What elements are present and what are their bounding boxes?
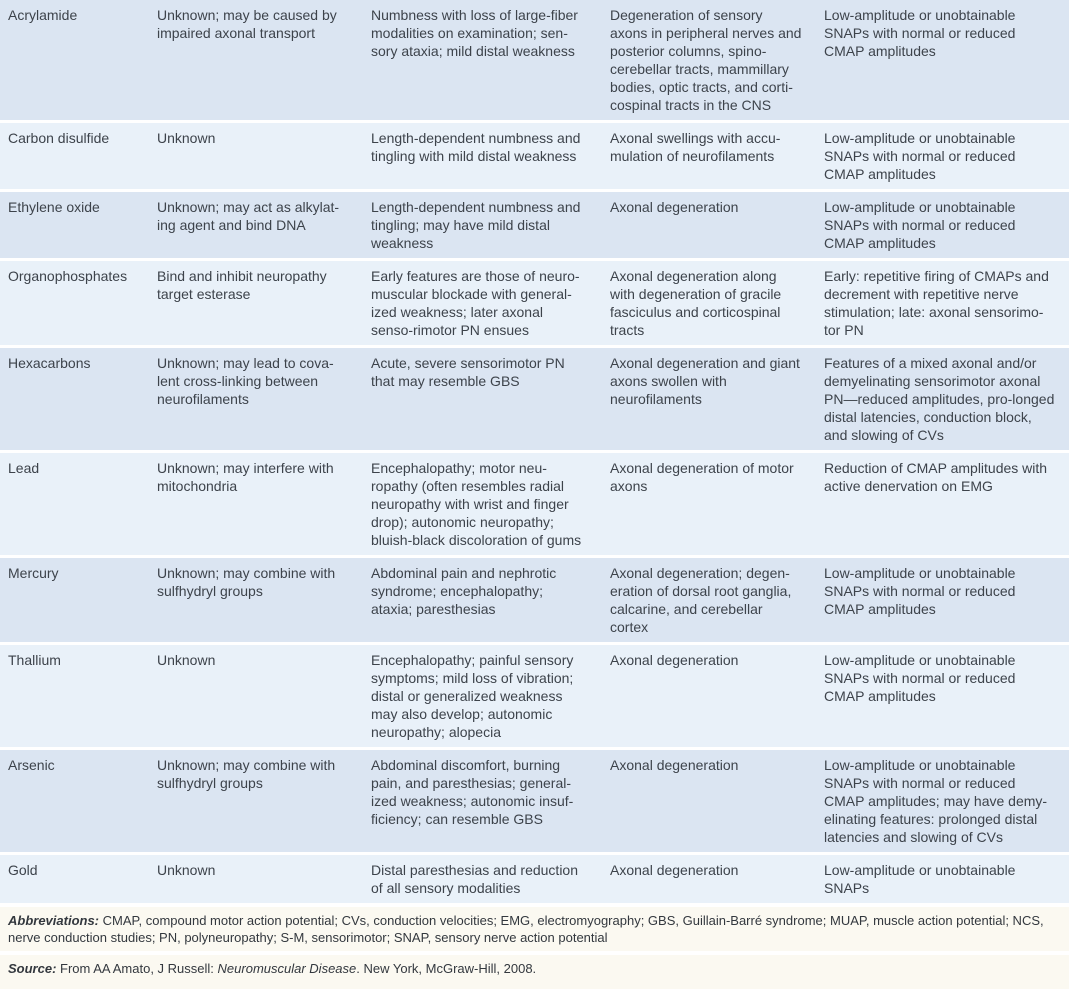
- abbreviations-text: CMAP, compound motor action potential; CVs, conduction velocities; EMG, electromyography; GBS, Guillain-Barré syndrome; MUAP, muscle action potential; NCS, nerve conduction studies; PN, polyneuropathy; S-M, sensorimotor; SNAP, sensory nerve action potential: [8, 913, 1044, 945]
- cell-electrodiagnosis: Low-amplitude or unobtainable SNAPs with normal or reduced CMAP amplitudes; may have demy-elinating features: prolonged distal latencies and slowing of CVs: [816, 750, 1069, 855]
- cell-mechanism: Unknown; may be caused by impaired axonal transport: [149, 0, 363, 123]
- cell-pathology: Axonal degeneration: [602, 855, 816, 906]
- cell-electrodiagnosis: Low-amplitude or unobtainable SNAPs with normal or reduced CMAP amplitudes: [816, 558, 1069, 645]
- cell-clinical-features: Length-dependent numbness and tingling with mild distal weakness: [363, 123, 602, 192]
- source-prefix: From AA Amato, J Russell:: [56, 961, 218, 976]
- cell-toxin: Hexacarbons: [0, 348, 149, 453]
- source-note: [0, 955, 1069, 989]
- cell-toxin: Thallium: [0, 645, 149, 750]
- cell-pathology: Axonal degeneration and giant axons swollen with neurofilaments: [602, 348, 816, 453]
- table-row: [0, 261, 1069, 348]
- cell-pathology: Axonal degeneration: [602, 645, 816, 750]
- cell-electrodiagnosis: Low-amplitude or unobtainable SNAPs with normal or reduced CMAP amplitudes: [816, 0, 1069, 123]
- cell-clinical-features: Encephalopathy; painful sensory symptoms; mild loss of vibration; distal or generalized weakness may also develop; autonomic neuropathy; alopecia: [363, 645, 602, 750]
- cell-pathology: Axonal degeneration along with degeneration of gracile fasciculus and corticospinal tracts: [602, 261, 816, 348]
- cell-pathology: Axonal degeneration: [602, 192, 816, 261]
- cell-mechanism: Bind and inhibit neuropathy target esterase: [149, 261, 363, 348]
- cell-pathology: Degeneration of sensory axons in peripheral nerves and posterior columns, spino-cerebellar tracts, mammillary bodies, optic tracts, and corti-cospinal tracts in the CNS: [602, 0, 816, 123]
- cell-mechanism: Unknown: [149, 645, 363, 750]
- table-row: [0, 750, 1069, 855]
- cell-mechanism: Unknown; may act as alkylat-ing agent and bind DNA: [149, 192, 363, 261]
- table-row: [0, 558, 1069, 645]
- table-row: [0, 855, 1069, 906]
- cell-mechanism: Unknown: [149, 123, 363, 192]
- table-row: [0, 0, 1069, 123]
- abbreviations-note: [0, 907, 1069, 951]
- cell-pathology: Axonal degeneration: [602, 750, 816, 855]
- cell-clinical-features: Acute, severe sensorimotor PN that may resemble GBS: [363, 348, 602, 453]
- cell-toxin: Ethylene oxide: [0, 192, 149, 261]
- source-title: Neuromuscular Disease: [217, 961, 357, 976]
- cell-clinical-features: Distal paresthesias and reduction of all sensory modalities: [363, 855, 602, 906]
- cell-pathology: Axonal degeneration of motor axons: [602, 453, 816, 558]
- cell-electrodiagnosis: Early: repetitive firing of CMAPs and decrement with repetitive nerve stimulation; late: axonal sensorimo-tor PN: [816, 261, 1069, 348]
- footnotes: [0, 907, 1069, 989]
- cell-clinical-features: Encephalopathy; motor neu-ropathy (often resembles radial neuropathy with wrist and finger drop); autonomic neuropathy; bluish-black discoloration of gums: [363, 453, 602, 558]
- cell-electrodiagnosis: Reduction of CMAP amplitudes with active denervation on EMG: [816, 453, 1069, 558]
- cell-toxin: Acrylamide: [0, 0, 149, 123]
- cell-electrodiagnosis: Features of a mixed axonal and/or demyelinating sensorimotor axonal PN—reduced amplitudes, pro-longed distal latencies, conduction block, and slowing of CVs: [816, 348, 1069, 453]
- cell-toxin: Carbon disulfide: [0, 123, 149, 192]
- cell-clinical-features: Abdominal discomfort, burning pain, and paresthesias; general-ized weakness; autonomic insuf-ficiency; can resemble GBS: [363, 750, 602, 855]
- cell-electrodiagnosis: Low-amplitude or unobtainable SNAPs with normal or reduced CMAP amplitudes: [816, 123, 1069, 192]
- abbreviations-label: Abbreviations:: [8, 913, 100, 928]
- table-row: [0, 453, 1069, 558]
- cell-clinical-features: Abdominal pain and nephrotic syndrome; encephalopathy; ataxia; paresthesias: [363, 558, 602, 645]
- cell-mechanism: Unknown; may lead to cova-lent cross-linking between neurofilaments: [149, 348, 363, 453]
- cell-electrodiagnosis: Low-amplitude or unobtainable SNAPs with normal or reduced CMAP amplitudes: [816, 192, 1069, 261]
- cell-clinical-features: Numbness with loss of large-fiber modalities on examination; sen-sory ataxia; mild distal weakness: [363, 0, 602, 123]
- cell-toxin: Organophosphates: [0, 261, 149, 348]
- cell-mechanism: Unknown: [149, 855, 363, 906]
- cell-mechanism: Unknown; may combine with sulfhydryl groups: [149, 750, 363, 855]
- cell-toxin: Gold: [0, 855, 149, 906]
- cell-electrodiagnosis: Low-amplitude or unobtainable SNAPs with normal or reduced CMAP amplitudes: [816, 645, 1069, 750]
- cell-pathology: Axonal swellings with accu-mulation of neurofilaments: [602, 123, 816, 192]
- source-label: Source:: [8, 961, 57, 976]
- cell-toxin: Mercury: [0, 558, 149, 645]
- cell-pathology: Axonal degeneration; degen-eration of dorsal root ganglia, calcarine, and cerebellar cortex: [602, 558, 816, 645]
- table-row: [0, 123, 1069, 192]
- cell-mechanism: Unknown; may interfere with mitochondria: [149, 453, 363, 558]
- cell-toxin: Arsenic: [0, 750, 149, 855]
- cell-clinical-features: Length-dependent numbness and tingling; may have mild distal weakness: [363, 192, 602, 261]
- cell-toxin: Lead: [0, 453, 149, 558]
- cell-mechanism: Unknown; may combine with sulfhydryl groups: [149, 558, 363, 645]
- table-row: [0, 645, 1069, 750]
- cell-clinical-features: Early features are those of neuro-muscular blockade with general-ized weakness; later axonal senso-rimotor PN ensues: [363, 261, 602, 348]
- source-suffix: . New York, McGraw-Hill, 2008.: [356, 961, 537, 976]
- table-row: [0, 192, 1069, 261]
- table-row: [0, 348, 1069, 453]
- cell-electrodiagnosis: Low-amplitude or unobtainable SNAPs: [816, 855, 1069, 906]
